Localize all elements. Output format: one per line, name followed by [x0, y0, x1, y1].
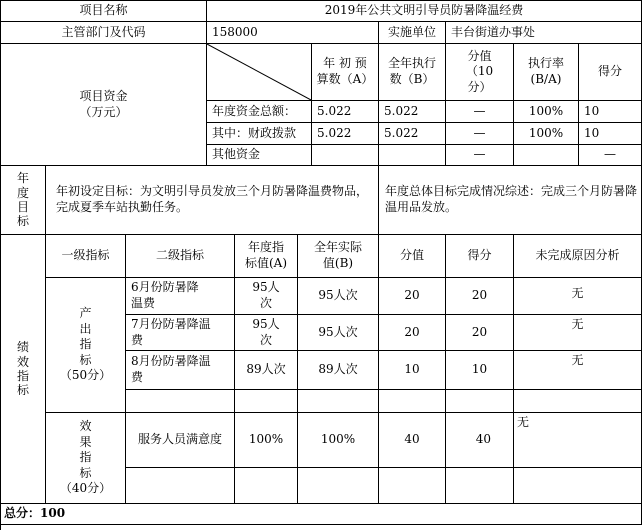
effect-row-score: 40: [446, 413, 514, 468]
funds-row-rate: [514, 145, 579, 166]
perf-col-actual: 全年实际 值(B): [298, 235, 379, 278]
funds-row-actual: [379, 145, 446, 166]
funds-row-label: 其中：财政拨款: [207, 123, 312, 145]
funds-row-score-value: —: [446, 101, 514, 123]
funds-row-score-value: —: [446, 123, 514, 145]
effect-indicator-label: 效 果 指 标 （40分）: [46, 413, 126, 504]
goals-completion: 年度总体目标完成情况综述：完成三个月防暑降温用品发放。: [379, 166, 642, 235]
dept-label: 主管部门及代码: [1, 22, 207, 44]
funds-section-label: 项目资金 （万元）: [1, 44, 207, 166]
project-name: 2019年公共文明引导员防暑降温经费: [207, 1, 642, 22]
project-name-label: 项目名称: [1, 1, 207, 22]
perf-col-level1: 一级指标: [46, 235, 126, 278]
funds-row-score: 10: [579, 101, 642, 123]
effect-row-reason: 无: [514, 413, 642, 468]
diagonal-line: [207, 44, 312, 101]
empty-cell: [126, 390, 235, 413]
output-row-name: 6月份防暑降 温费: [126, 278, 235, 315]
output-row-actual: 89人次: [298, 351, 379, 390]
output-row-value: 10: [379, 351, 446, 390]
empty-cell: [235, 468, 298, 504]
output-row-score: 20: [446, 278, 514, 315]
empty-cell: [514, 468, 642, 504]
perf-col-score: 得分: [446, 235, 514, 278]
total-score: 总分：100: [1, 504, 642, 525]
empty-cell: [446, 468, 514, 504]
impl-unit-label: 实施单位: [379, 22, 446, 44]
funds-col-score: 得分: [579, 44, 642, 101]
effect-row-actual: 100%: [298, 413, 379, 468]
funds-row-score: 10: [579, 123, 642, 145]
output-row-value: 20: [379, 278, 446, 315]
funds-row-label: 其他资金: [207, 145, 312, 166]
output-row-actual: 95人次: [298, 278, 379, 315]
output-row-score: 10: [446, 351, 514, 390]
output-row-name: 7月份防暑降温 费: [126, 315, 235, 351]
diagonal-header-cell: [207, 44, 312, 101]
effect-row-value: 40: [379, 413, 446, 468]
output-row-actual: 95人次: [298, 315, 379, 351]
output-row-name: 8月份防暑降温 费: [126, 351, 235, 390]
output-row-target: 95人 次: [235, 315, 298, 351]
output-row-reason: 无: [514, 351, 642, 390]
perf-col-value: 分值: [379, 235, 446, 278]
funds-col-budget: 年 初 预 算数（A）: [312, 44, 379, 101]
empty-cell: [298, 468, 379, 504]
funds-row-rate: 100%: [514, 101, 579, 123]
dept-code: 158000: [207, 22, 379, 44]
empty-cell: [446, 390, 514, 413]
funds-row-budget: 5.022: [312, 101, 379, 123]
output-row-target: 95人 次: [235, 278, 298, 315]
empty-cell: [126, 468, 235, 504]
funds-row-actual: 5.022: [379, 101, 446, 123]
funds-row-score: —: [579, 145, 642, 166]
perf-col-level2: 二级指标: [126, 235, 235, 278]
empty-cell: [379, 390, 446, 413]
effect-row-name: 服务人员满意度: [126, 413, 235, 468]
funds-row-label: 年度资金总额：: [207, 101, 312, 123]
effect-row-target: 100%: [235, 413, 298, 468]
funds-col-actual: 全年执行 数（B）: [379, 44, 446, 101]
funds-col-rate: 执行率 (B/A): [514, 44, 579, 101]
funds-row-rate: 100%: [514, 123, 579, 145]
goals-initial: 年初设定目标：为文明引导员发放三个月防暑降温费物品，完成夏季车站执勤任务。: [46, 166, 379, 235]
output-row-reason: 无: [514, 315, 642, 351]
perf-col-target: 年度指 标值(A): [235, 235, 298, 278]
impl-unit: 丰台街道办事处: [446, 22, 642, 44]
output-row-target: 89人次: [235, 351, 298, 390]
funds-col-score-value: 分值 （10 分）: [446, 44, 514, 101]
funds-row-actual: 5.022: [379, 123, 446, 145]
output-indicator-label: 产 出 指 标 （50分）: [46, 278, 126, 413]
funds-row-score-value: —: [446, 145, 514, 166]
empty-cell: [379, 468, 446, 504]
empty-cell: [514, 390, 642, 413]
output-row-value: 20: [379, 315, 446, 351]
empty-cell: [235, 390, 298, 413]
empty-cell: [298, 390, 379, 413]
perf-col-reason: 未完成原因分析: [514, 235, 642, 278]
output-row-score: 20: [446, 315, 514, 351]
goals-section-label: 年 度 目 标: [1, 166, 46, 235]
funds-row-budget: [312, 145, 379, 166]
output-row-reason: 无: [514, 278, 642, 315]
performance-section-label: 绩 效 指 标: [1, 235, 46, 504]
funds-row-budget: 5.022: [312, 123, 379, 145]
